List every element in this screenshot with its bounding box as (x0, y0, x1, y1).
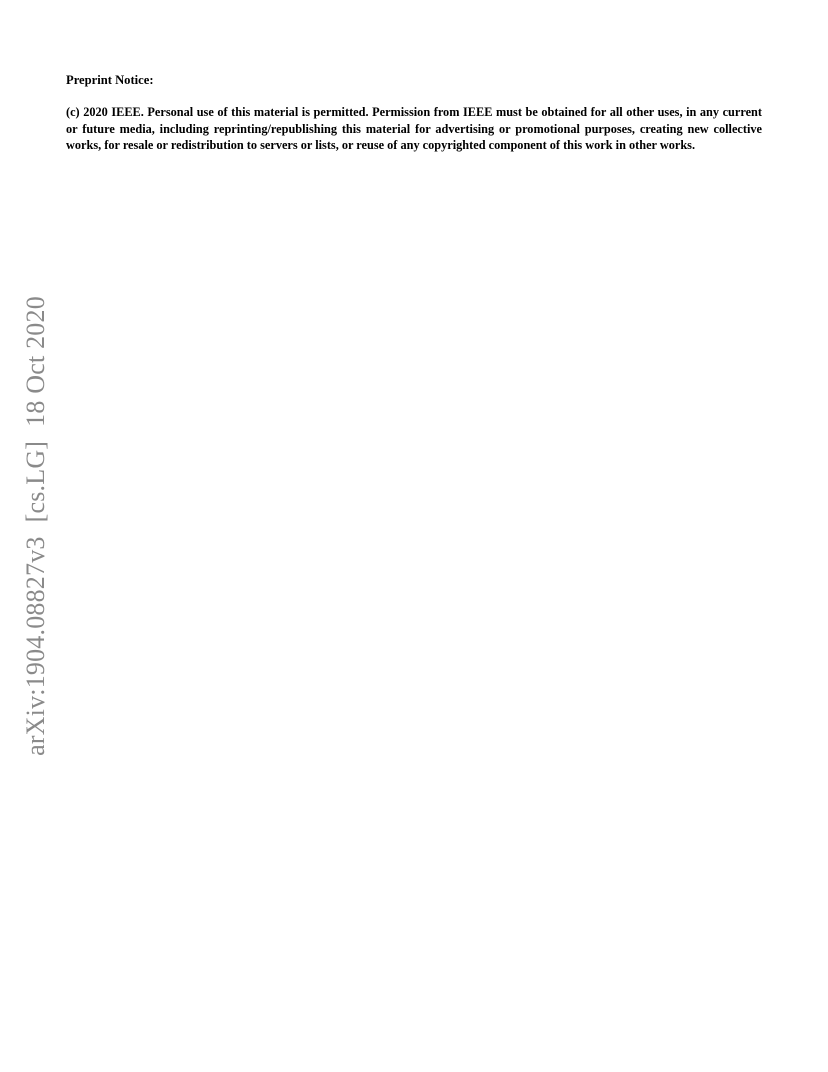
arxiv-stamp (23, 296, 49, 756)
notice-heading: Preprint Notice: (66, 73, 154, 87)
preprint-notice (66, 72, 762, 154)
copyright-notice-text: (c) 2020 IEEE. Personal use of this material is permitted. Permission from IEEE must be obtained for all other uses, in any current or future media, including reprinting/republishing this material for advertising or promotional purposes, creating new collective works, for resale or redistribution to servers or lists, or reuse of any copyrighted component of this work in other works. (66, 105, 762, 153)
arxiv-category: [cs.LG] (21, 440, 50, 523)
arxiv-identifier: arXiv:1904.08827v3 (21, 536, 50, 756)
arxiv-date: 18 Oct 2020 (21, 296, 50, 427)
